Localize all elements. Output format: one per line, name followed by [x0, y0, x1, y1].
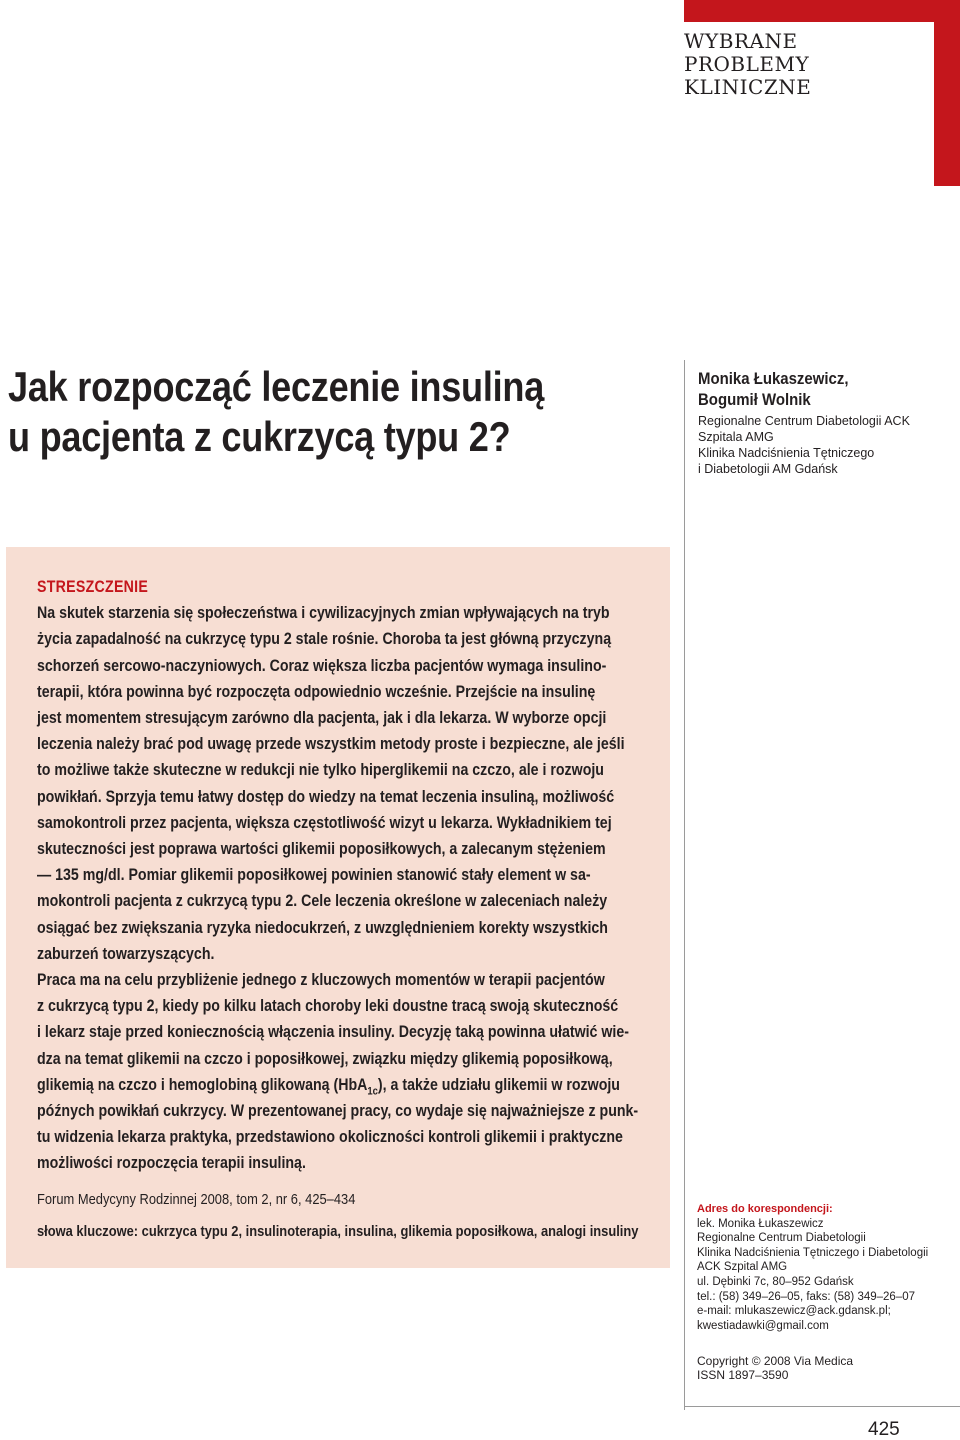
correspondence-line: ACK Szpital AMG — [697, 1261, 788, 1274]
abstract-line: dza na temat glikemii na czczo i poposiłkowej, związku między glikemią poposiłkową, — [37, 1049, 613, 1068]
authors — [698, 368, 918, 410]
author-line: Bogumił Wolnik — [698, 390, 811, 409]
abstract-line: to możliwe także skuteczne w redukcji nie tylko hiperglikemii na czczo, ale i rozwoju — [37, 761, 604, 780]
abstract-line: i lekarz staje przed koniecznością włączenia insuliny. Decyzję taką powinna ułatwić wie- — [37, 1023, 629, 1042]
correspondence-line: tel.: (58) 349–26–05, faks: (58) 349–26–07 — [697, 1290, 916, 1303]
affiliation-line: Klinika Nadciśnienia Tętniczego — [698, 446, 875, 460]
article-title — [8, 362, 576, 462]
abstract-line: możliwości rozpoczęcia terapii insuliną. — [37, 1154, 306, 1173]
abstract-line: mokontroli pacjenta z cukrzycą typu 2. Cele leczenia określone w zaleceniach należy — [37, 892, 608, 911]
section-tag-bar — [684, 0, 960, 22]
abstract — [37, 574, 639, 1177]
article-title-line: Jak rozpocząć leczenie insuliną — [8, 363, 545, 410]
abstract-line: leczenia należy brać pod uwagę przede wszystkim metody proste i bezpieczne, ale jeśli — [37, 735, 625, 754]
abstract-line: terapii, która powinna być rozpoczęta odpowiednio wcześnie. Przejście na insulinę — [37, 682, 596, 701]
issn-line: ISSN 1897–3590 — [697, 1368, 789, 1382]
copyright-line: Copyright © 2008 Via Medica — [697, 1354, 854, 1368]
footer-rule — [684, 1406, 960, 1407]
abstract-line: schorzeń sercowo-naczyniowych. Coraz większa liczba pacjentów wymaga insulino- — [37, 656, 607, 675]
correspondence-heading: Adres do korespondencji: — [697, 1203, 833, 1215]
abstract-line: Praca ma na celu przybliżenie jednego z kluczowych momentów w terapii pacjentów — [37, 971, 605, 990]
abstract-line: jest momentem stresującym zarówno dla pacjenta, jak i dla lekarza. W wyborze opcji — [37, 709, 607, 728]
abstract-heading: STRESZCZENIE — [37, 578, 149, 596]
page-number: 425 — [868, 1419, 900, 1440]
abstract-line: — 135 mg/dl. Pomiar glikemii poposiłkowej powinien stanowić stały element w sa- — [37, 866, 591, 885]
section-tag-line: WYBRANE — [684, 29, 798, 53]
section-tag-side-bar — [934, 22, 960, 186]
abstract-text: glikemią na czczo i hemoglobiną glikowaną (HbA — [37, 1075, 368, 1094]
abstract-text: ), a także udziału glikemii w rozwoju — [377, 1075, 620, 1094]
section-tag-line: PROBLEMY — [684, 52, 810, 76]
affiliation-line: Regionalne Centrum Diabetologii ACK — [698, 414, 910, 428]
column-divider — [684, 360, 685, 1410]
abstract-line-hba1c — [37, 1072, 639, 1098]
author-line: Monika Łukaszewicz, — [698, 369, 849, 388]
correspondence-email[interactable]: kwestiadawki@gmail.com — [697, 1319, 829, 1332]
correspondence-email[interactable]: e-mail: mlukaszewicz@ack.gdansk.pl; — [697, 1305, 891, 1318]
abstract-line: skuteczności jest poprawa wartości glikemii poposiłkowych, a zalecanym stężeniem — [37, 840, 606, 859]
correspondence-line: Regionalne Centrum Diabetologii — [697, 1232, 866, 1245]
section-tag-line: KLINICZNE — [684, 75, 812, 99]
hba1c-subscript: 1c — [367, 1085, 378, 1098]
citation: Forum Medycyny Rodzinnej 2008, tom 2, nr 6, 425–434 — [37, 1191, 356, 1208]
affiliation-line: i Diabetologii AM Gdańsk — [698, 462, 838, 476]
abstract-line: późnych powikłań cukrzycy. W prezentowanej pracy, co wydaje się najważniejsze z punk- — [37, 1102, 639, 1121]
abstract-line: osiągać bez zwiększania ryzyka niedocukrzeń, z uwzględnieniem korekty wszystkich — [37, 918, 608, 937]
abstract-line: Na skutek starzenia się społeczeństwa i cywilizacyjnych zmian wpływających na tryb — [37, 604, 610, 623]
abstract-line: samokontroli przez pacjenta, większa częstotliwość wizyt u lekarza. Wykładnikiem tej — [37, 813, 612, 832]
keywords: słowa kluczowe: cukrzyca typu 2, insulinoterapia, insulina, glikemia poposiłkowa, analogi insuliny — [37, 1223, 639, 1240]
abstract-line: zaburzeń towarzyszących. — [37, 944, 215, 963]
correspondence-line: ul. Dębinki 7c, 80–952 Gdańsk — [697, 1275, 854, 1288]
copyright — [697, 1354, 952, 1382]
abstract-line: z cukrzycą typu 2, kiedy po kilku latach choroby leki doustne tracą swoją skuteczność — [37, 997, 619, 1016]
affiliation — [698, 413, 948, 477]
correspondence — [697, 1202, 952, 1333]
affiliation-line: Szpitala AMG — [698, 430, 774, 444]
abstract-line: życia zapadalność na cukrzycę typu 2 stale rośnie. Choroba ta jest główną przyczyną — [37, 630, 612, 649]
abstract-line: powikłań. Sprzyja temu łatwy dostęp do wiedzy na temat leczenia insuliną, możliwość — [37, 787, 615, 806]
section-tag — [684, 30, 924, 99]
abstract-line: tu widzenia lekarza praktyka, przedstawiono okoliczności kontroli glikemii i praktyczne — [37, 1128, 623, 1147]
correspondence-line: Klinika Nadciśnienia Tętniczego i Diabetologii — [697, 1246, 929, 1259]
correspondence-line: lek. Monika Łukaszewicz — [697, 1217, 824, 1230]
article-title-line: u pacjenta z cukrzycą typu 2? — [8, 413, 511, 460]
